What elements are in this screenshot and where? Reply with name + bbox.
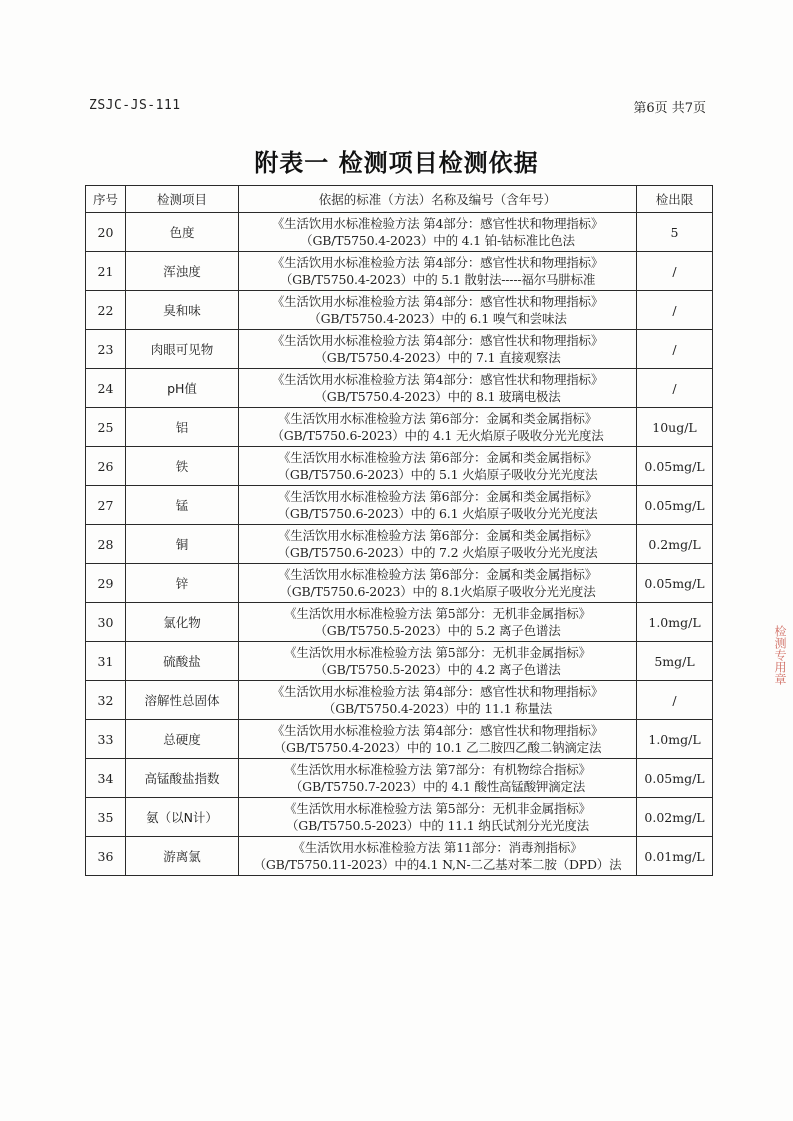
cell-basis (239, 369, 637, 408)
basis-standard-method: （GB/T5750.4-2023）中的 10.1 乙二胺四乙酸二钠滴定法 (273, 740, 602, 755)
cell-no: 24 (86, 369, 126, 408)
cell-basis (239, 486, 637, 525)
cell-item: 锰 (126, 486, 239, 525)
cell-no: 21 (86, 252, 126, 291)
cell-item: 铁 (126, 447, 239, 486)
table-row (86, 408, 713, 447)
basis-standard-name: 《生活饮用水标准检验方法 第4部分：感官性状和物理指标》 (271, 333, 604, 348)
cell-basis (239, 564, 637, 603)
cell-limit: 1.0mg/L (637, 603, 713, 642)
cell-basis (239, 759, 637, 798)
cell-basis (239, 837, 637, 876)
cell-no: 36 (86, 837, 126, 876)
cell-no: 25 (86, 408, 126, 447)
basis-standard-method: （GB/T5750.4-2023）中的 5.1 散射法-----福尔马肼标准 (279, 272, 596, 287)
basis-standard-name: 《生活饮用水标准检验方法 第4部分：感官性状和物理指标》 (271, 294, 604, 309)
basis-standard-method: （GB/T5750.5-2023）中的 5.2 离子色谱法 (314, 623, 561, 638)
column-header-limit: 检出限 (637, 186, 713, 213)
cell-limit: / (637, 291, 713, 330)
cell-limit: 0.01mg/L (637, 837, 713, 876)
cell-limit: / (637, 252, 713, 291)
cell-limit: 0.05mg/L (637, 759, 713, 798)
basis-standard-method: （GB/T5750.4-2023）中的 8.1 玻璃电极法 (314, 389, 561, 404)
cell-item: 硫酸盐 (126, 642, 239, 681)
basis-standard-method: （GB/T5750.4-2023）中的 4.1 铂-钴标准比色法 (300, 233, 575, 248)
basis-standard-method: （GB/T5750.4-2023）中的 6.1 嗅气和尝味法 (308, 311, 567, 326)
cell-item: pH值 (126, 369, 239, 408)
basis-standard-name: 《生活饮用水标准检验方法 第4部分：感官性状和物理指标》 (271, 723, 604, 738)
table-row (86, 720, 713, 759)
basis-standard-method: （GB/T5750.5-2023）中的 4.2 离子色谱法 (314, 662, 561, 677)
cell-basis (239, 798, 637, 837)
basis-standard-name: 《生活饮用水标准检验方法 第5部分：无机非金属指标》 (284, 645, 591, 660)
cell-basis (239, 213, 637, 252)
basis-standard-name: 《生活饮用水标准检验方法 第4部分：感官性状和物理指标》 (271, 684, 604, 699)
cell-no: 31 (86, 642, 126, 681)
table-row (86, 291, 713, 330)
basis-standard-method: （GB/T5750.6-2023）中的 7.2 火焰原子吸收分光光度法 (277, 545, 598, 560)
cell-limit: 5mg/L (637, 642, 713, 681)
cell-item: 铜 (126, 525, 239, 564)
cell-limit: 0.05mg/L (637, 447, 713, 486)
cell-item: 总硬度 (126, 720, 239, 759)
document-code: ZSJC-JS-111 (89, 98, 181, 113)
page-title: 附表一 检测项目检测依据 (254, 149, 539, 177)
basis-standard-method: （GB/T5750.6-2023）中的 6.1 火焰原子吸收分光光度法 (277, 506, 598, 521)
basis-standard-method: （GB/T5750.6-2023）中的 5.1 火焰原子吸收分光光度法 (277, 467, 598, 482)
cell-item: 氯化物 (126, 603, 239, 642)
cell-basis (239, 252, 637, 291)
cell-item: 铝 (126, 408, 239, 447)
basis-standard-name: 《生活饮用水标准检验方法 第5部分：无机非金属指标》 (284, 801, 591, 816)
basis-standard-method: （GB/T5750.6-2023）中的 8.1火焰原子吸收分光光度法 (279, 584, 596, 599)
seal-stamp-text: 检测专用章 (773, 625, 787, 685)
cell-basis (239, 720, 637, 759)
basis-standard-name: 《生活饮用水标准检验方法 第6部分：金属和类金属指标》 (277, 528, 598, 543)
table-row (86, 759, 713, 798)
table-header-row (86, 186, 713, 213)
basis-standard-name: 《生活饮用水标准检验方法 第4部分：感官性状和物理指标》 (271, 255, 604, 270)
cell-no: 33 (86, 720, 126, 759)
cell-no: 23 (86, 330, 126, 369)
cell-basis (239, 681, 637, 720)
column-header-no: 序号 (86, 186, 126, 213)
table-row (86, 447, 713, 486)
cell-no: 35 (86, 798, 126, 837)
cell-item: 臭和味 (126, 291, 239, 330)
basis-standard-method: （GB/T5750.11-2023）中的4.1 N,N-二乙基对苯二胺（DPD）法 (253, 857, 622, 872)
cell-basis (239, 642, 637, 681)
detection-basis-table (85, 185, 713, 876)
cell-item: 溶解性总固体 (126, 681, 239, 720)
cell-basis (239, 525, 637, 564)
cell-no: 22 (86, 291, 126, 330)
table-row (86, 369, 713, 408)
basis-standard-method: （GB/T5750.6-2023）中的 4.1 无火焰原子吸收分光光度法 (271, 428, 604, 443)
cell-basis (239, 603, 637, 642)
cell-basis (239, 447, 637, 486)
cell-no: 20 (86, 213, 126, 252)
cell-limit: 5 (637, 213, 713, 252)
cell-basis (239, 330, 637, 369)
table-row (86, 603, 713, 642)
table-row (86, 798, 713, 837)
cell-limit: 0.05mg/L (637, 564, 713, 603)
table-row (86, 330, 713, 369)
table-row (86, 837, 713, 876)
cell-basis (239, 291, 637, 330)
cell-item: 色度 (126, 213, 239, 252)
table-row (86, 642, 713, 681)
cell-no: 28 (86, 525, 126, 564)
cell-item: 游离氯 (126, 837, 239, 876)
cell-limit: 1.0mg/L (637, 720, 713, 759)
table-row (86, 564, 713, 603)
basis-standard-name: 《生活饮用水标准检验方法 第6部分：金属和类金属指标》 (277, 489, 598, 504)
basis-standard-name: 《生活饮用水标准检验方法 第5部分：无机非金属指标》 (284, 606, 591, 621)
table-row (86, 486, 713, 525)
cell-limit: / (637, 681, 713, 720)
cell-no: 27 (86, 486, 126, 525)
cell-no: 29 (86, 564, 126, 603)
basis-standard-method: （GB/T5750.4-2023）中的 11.1 称量法 (322, 701, 553, 716)
cell-basis (239, 408, 637, 447)
table-row (86, 213, 713, 252)
cell-item: 锌 (126, 564, 239, 603)
cell-item: 高锰酸盐指数 (126, 759, 239, 798)
basis-standard-name: 《生活饮用水标准检验方法 第7部分：有机物综合指标》 (284, 762, 591, 777)
basis-standard-name: 《生活饮用水标准检验方法 第4部分：感官性状和物理指标》 (271, 372, 604, 387)
table-body (86, 213, 713, 876)
page-number: 第6页 共7页 (633, 101, 706, 116)
basis-standard-method: （GB/T5750.4-2023）中的 7.1 直接观察法 (314, 350, 561, 365)
table-row (86, 681, 713, 720)
cell-no: 34 (86, 759, 126, 798)
cell-limit: 10ug/L (637, 408, 713, 447)
basis-standard-method: （GB/T5750.5-2023）中的 11.1 纳氏试剂分光光度法 (286, 818, 589, 833)
cell-item: 浑浊度 (126, 252, 239, 291)
table-row (86, 252, 713, 291)
cell-item: 氨（以N计） (126, 798, 239, 837)
basis-standard-name: 《生活饮用水标准检验方法 第4部分：感官性状和物理指标》 (271, 216, 604, 231)
basis-standard-name: 《生活饮用水标准检验方法 第6部分：金属和类金属指标》 (277, 450, 598, 465)
cell-no: 26 (86, 447, 126, 486)
cell-limit: / (637, 330, 713, 369)
basis-standard-name: 《生活饮用水标准检验方法 第11部分：消毒剂指标》 (292, 840, 583, 855)
cell-item: 肉眼可见物 (126, 330, 239, 369)
basis-standard-method: （GB/T5750.7-2023）中的 4.1 酸性高锰酸钾滴定法 (289, 779, 586, 794)
basis-standard-name: 《生活饮用水标准检验方法 第6部分：金属和类金属指标》 (277, 411, 598, 426)
seal-stamp (771, 625, 787, 685)
cell-limit: 0.05mg/L (637, 486, 713, 525)
column-header-basis: 依据的标准（方法）名称及编号（含年号） (239, 186, 637, 213)
cell-limit: 0.02mg/L (637, 798, 713, 837)
table-row (86, 525, 713, 564)
cell-no: 30 (86, 603, 126, 642)
cell-limit: 0.2mg/L (637, 525, 713, 564)
cell-no: 32 (86, 681, 126, 720)
column-header-item: 检测项目 (126, 186, 239, 213)
cell-limit: / (637, 369, 713, 408)
basis-standard-name: 《生活饮用水标准检验方法 第6部分：金属和类金属指标》 (277, 567, 598, 582)
